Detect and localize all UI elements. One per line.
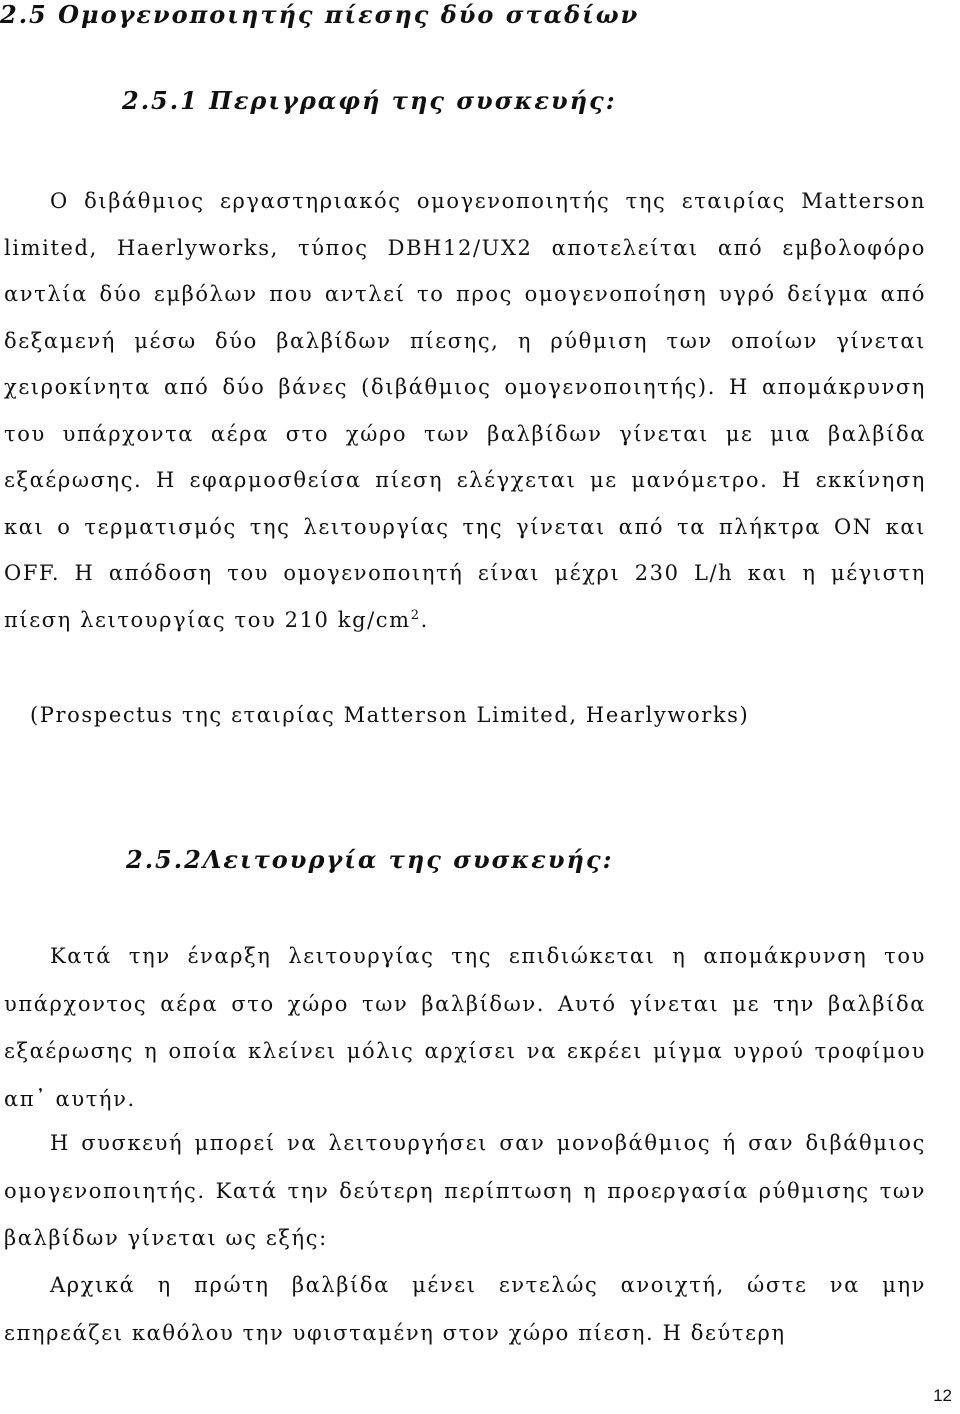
section-title: 2.5 Ομογενοποιητής πίεσης δύο σταδίων [0,0,640,29]
operation-paragraph: Η συσκευή μπορεί να λειτουργήσει σαν μονοβάθμιος ή σαν διβάθμιος ομογενοποιητής. Κατά την δεύτερη περίπτωση η προεργασία ρύθμισης των βαλβίδων γίνεται ως εξής: [4,1131,926,1250]
page-number: 12 [933,1386,952,1405]
operation-paragraph: Κατά την έναρξη λειτουργίας της επιδιώκεται η απομάκρυνση του υπάρχοντος αέρα στο χώρο των βαλβίδων. Αυτό γίνεται με την βαλβίδα εξαέρωσης η οποία κλείνει μόλις αρχίσει να εκρέει μίγμα υγρού τροφίμου απ᾽ αυτήν. [4,944,926,1111]
subsection-title-description: 2.5.1 Περιγραφή της συσκευής: [122,86,617,115]
description-end: . [420,607,429,632]
operation-paragraph: Αρχικά η πρώτη βαλβίδα μένει εντελώς ανοιχτή, ώστε να μην επηρεάζει καθόλου την υφισταμένη στον χώρο πίεση. Η δεύτερη [4,1273,926,1345]
description-text: Ο διβάθμιος εργαστηριακός ομογενοποιητής της εταιρίας Matterson limited, Haerlyworks, τύπος DBH12/UX2 αποτελείται από εμβολοφόρο αντλία δύο εμβόλων που αντλεί το προς ομογενοποίηση υγρό δείγμα από δεξαμενή μέσω δύο βαλβίδων πίεσης, η ρύθμιση των οποίων γίνεται χειροκίνητα από δύο βάνες (διβάθμιος ομογενοποιητής). Η απομάκρυνση του υπάρχοντα αέρα στο χώρο των βαλβίδων γίνεται με μια βαλβίδα εξαέρωσης. Η εφαρμοσθείσα πίεση ελέγχεται με μανόμετρο. Η εκκίνηση και ο τερματισμός της λειτουργίας της γίνεται από τα πλήκτρα ON και OFF. Η απόδοση του ομογενοποιητή είναι μέχρι 230 L/h και η μέγιστη πίεση λειτουργίας του 210 kg/cm [4,189,926,632]
subsection-title-operation: 2.5.2Λειτουργία της συσκευής: [126,845,614,874]
description-paragraph [4,178,926,643]
source-citation: (Prospectus της εταιρίας Matterson Limited, Hearlyworks) [30,703,750,727]
unit-superscript: 2 [410,607,421,623]
